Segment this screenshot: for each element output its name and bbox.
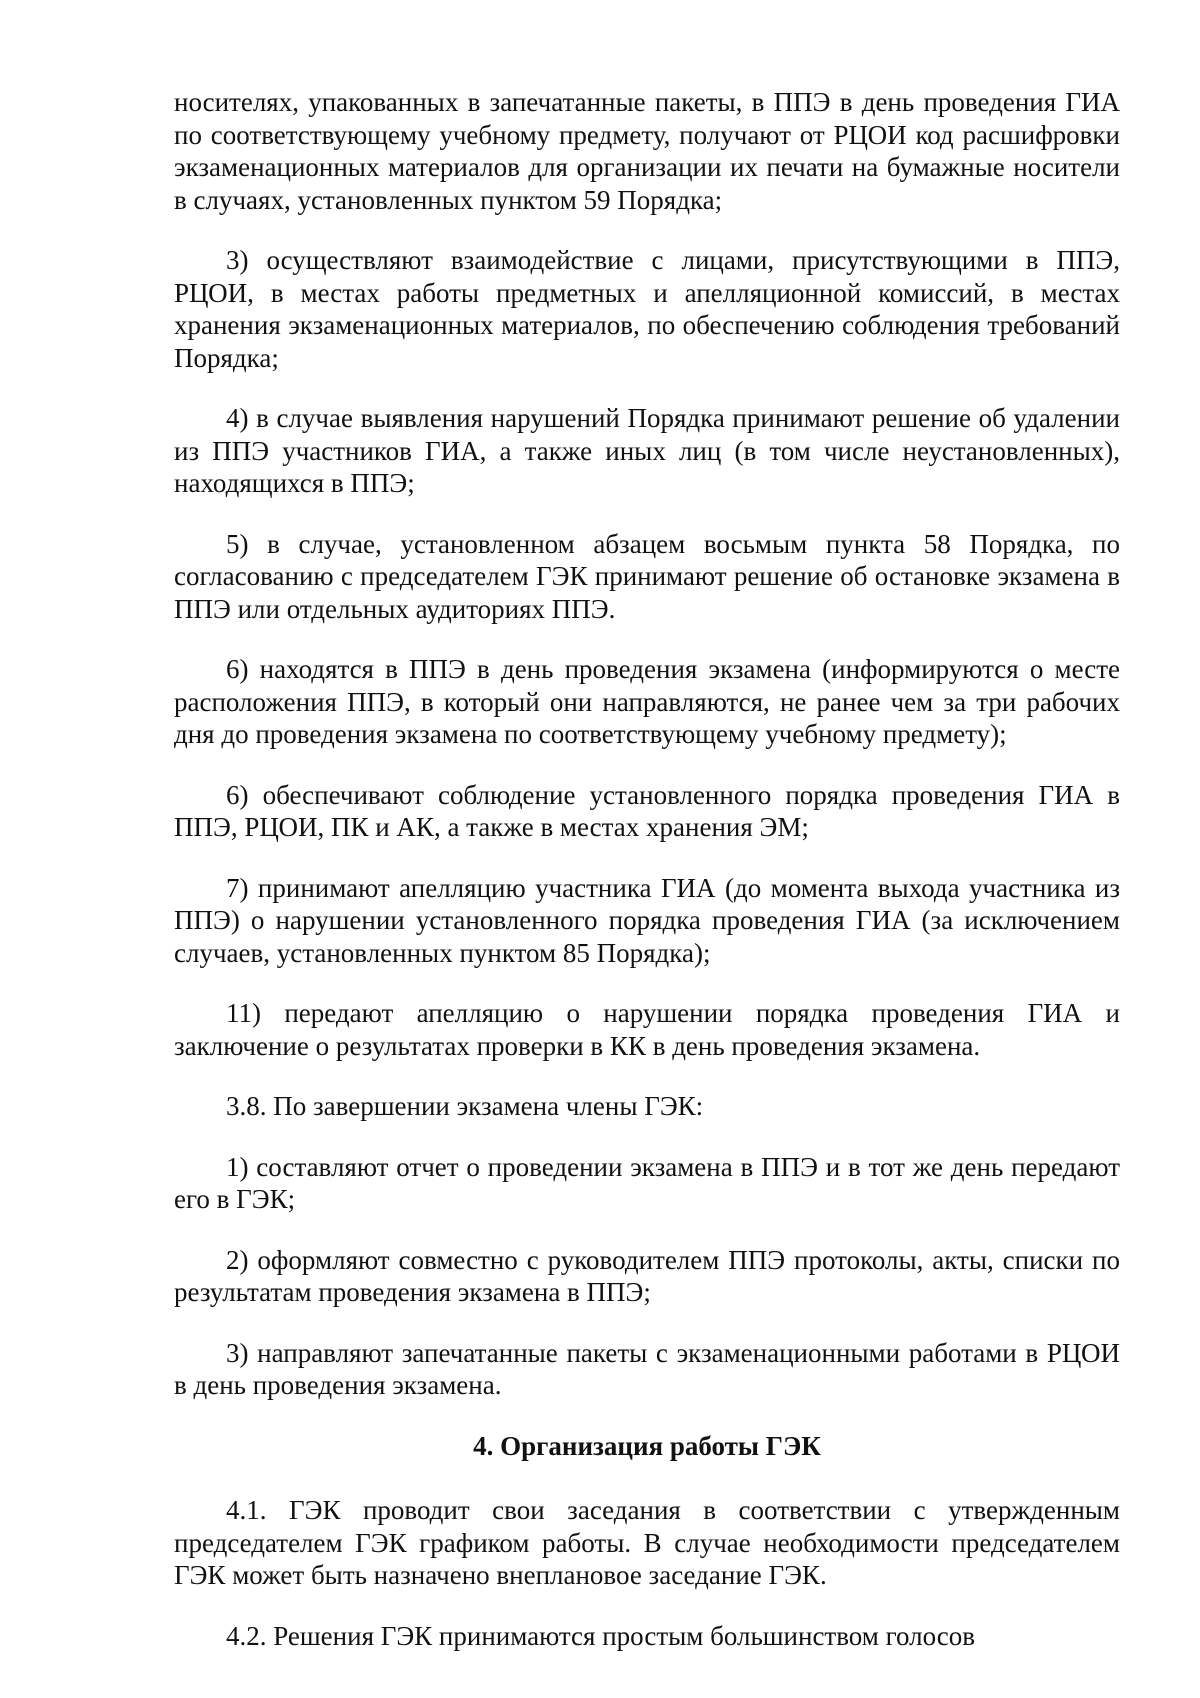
paragraph-4-1: 4.1. ГЭК проводит свои заседания в соответствии с утвержденным председателем ГЭК графиком работы. В случае необходимости председателем ГЭК может быть назначено внеплановое заседание ГЭК. xyxy=(174,1495,1120,1590)
paragraph-3-8-item-2: 2) оформляют совместно с руководителем ППЭ протоколы, акты, списки по результатам проведения экзамена в ППЭ; xyxy=(174,1244,1120,1307)
paragraph-item-3-interaction: 3) осуществляют взаимодействие с лицами, присутствующими в ППЭ, РЦОИ, в местах работы предметных и апелляционной комиссий, в местах хранения экзаменационных материалов, по обеспечению соблюдения требований Порядка; xyxy=(174,245,1120,373)
document-page xyxy=(174,86,1120,1680)
paragraph-item-6-compliance: 6) обеспечивают соблюдение установленного порядка проведения ГИА в ППЭ, РЦОИ, ПК и АК, а также в местах хранения ЭМ; xyxy=(174,779,1120,842)
paragraph-item-6-presence: 6) находятся в ППЭ в день проведения экзамена (информируются о месте расположения ППЭ, в который они направляются, не ранее чем за три рабочих дня до проведения экзамена по соответствующему учебному предмету); xyxy=(174,654,1120,749)
paragraph-3-8-item-1: 1) составляют отчет о проведении экзамена в ППЭ и в тот же день передают его в ГЭК; xyxy=(174,1151,1120,1214)
paragraph-item-11-transfer: 11) передают апелляцию о нарушении порядка проведения ГИА и заключение о результатах проверки в КК в день проведения экзамена. xyxy=(174,998,1120,1061)
paragraph-item-7-appeal: 7) принимают апелляцию участника ГИА (до момента выхода участника из ППЭ) о нарушении установленного порядка проведения ГИА (за исключением случаев, установленных пунктом 85 Порядка); xyxy=(174,872,1120,968)
paragraph-continuation: носителях, упакованных в запечатанные пакеты, в ППЭ в день проведения ГИА по соответствующему учебному предмету, получают от РЦОИ код расшифровки экзаменационных материалов для организации их печати на бумажные носители в случаях, установленных пунктом 59 Порядка; xyxy=(174,87,1120,215)
section-heading: 4. Организация работы ГЭК xyxy=(473,1430,821,1461)
paragraph-item-4-violations: 4) в случае выявления нарушений Порядка принимают решение об удалении из ППЭ участников ГИА, а также иных лиц (в том числе неустановленных), находящихся в ППЭ; xyxy=(174,403,1120,498)
paragraph-3-8-intro: 3.8. По завершении экзамена члены ГЭК: xyxy=(226,1091,704,1121)
paragraph-4-2: 4.2. Решения ГЭК принимаются простым большинством голосов xyxy=(226,1620,976,1651)
paragraph-3-8-item-3: 3) направляют запечатанные пакеты с экзаменационными работами в РЦОИ в день проведения экзамена. xyxy=(174,1337,1120,1400)
paragraph-item-5-stop-exam: 5) в случае, установленном абзацем восьмым пункта 58 Порядка, по согласованию с председателем ГЭК принимают решение об остановке экзамена в ППЭ или отдельных аудиториях ППЭ. xyxy=(174,528,1120,624)
